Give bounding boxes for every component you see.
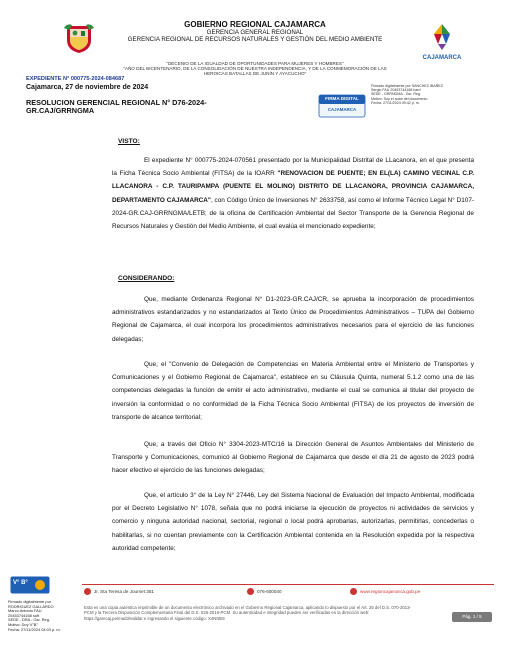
signature-line: Marco Antonio FAU bbox=[8, 608, 42, 614]
considerando-paragraph-2 bbox=[112, 358, 474, 424]
slogan bbox=[120, 61, 390, 76]
considerando-paragraph-1 bbox=[112, 293, 474, 346]
seal-subtitle: CAJAMARCA bbox=[327, 107, 357, 112]
header-titles bbox=[110, 20, 400, 43]
visto-heading: VISTO: bbox=[118, 138, 140, 145]
signature-line: Firmado digitalmente por bbox=[8, 599, 52, 604]
visto-section bbox=[112, 154, 474, 233]
signature-line: Fecha: 27/11/2024 09:42 p. m. bbox=[371, 100, 420, 105]
visto-text-a: El expediente N° 000775-2024-070561 presentado por la Municipalidad Distrital de LLacanora, en el que presenta la Ficha Técnica Socio Ambiental (FITSA) de la IOARR bbox=[112, 157, 474, 178]
seal-title: FIRMA DIGITAL bbox=[325, 96, 359, 101]
footer-website-link[interactable]: www.regioncajamarca.gob.pe bbox=[360, 589, 421, 594]
header-signature-block bbox=[371, 84, 481, 105]
signature-line: SEDE - GRRNGMA - Gsr. Reg. bbox=[371, 92, 421, 97]
signature-line: SEDE - DRA - Gsr. Reg. bbox=[8, 617, 50, 623]
considerando-paragraph-4 bbox=[112, 489, 474, 555]
location-icon bbox=[84, 588, 91, 595]
peru-coat-of-arms-icon bbox=[64, 22, 94, 54]
gov-title: GOBIERNO REGIONAL CAJAMARCA bbox=[184, 20, 326, 29]
signature-line: Fecha: 27/11/2024 04:03 p. m. bbox=[8, 626, 61, 632]
footer-signature-block bbox=[8, 600, 72, 632]
paragraph-text: Que, mediante Ordenanza Regional N° D1-2023-GR.CAJ/CR, se aprueba la incorporación de procedimientos administrativos estandarizados y no estandarizados al Texto Único de Procedimientos Administrativos – TUPA del Gobierno Regional de Cajamarca, el cual incorpora los procedimientos administrativos necesarios para el ejercicio de las funciones delegadas; bbox=[112, 296, 474, 343]
slogan-line-1: "DECENIO DE LA IGUALDAD DE OPORTUNIDADES PARA MUJERES Y HOMBRES" bbox=[166, 61, 344, 66]
visto-project-name: "RENOVACION DE PUENTE; EN EL(LA) CAMINO VECINAL C.P. LLACANORA - C.P. TAURIPAMPA (PUENTE EL MOLINO) DISTRITO DE LLACANORA, PROVINCIA CAJAMARCA, DEPARTAMENTO CAJAMARCA" bbox=[112, 170, 475, 204]
paragraph-text: Que, a través del Oficio N° 3304-2023-MTC/16 la Dirección General de Asuntos Ambientales del Ministerio de Transporte y Comunicaciones, comunicó al Gobierno Regional de Cajamarca que desde el día 21 de agosto de 2023 podrá hacer efectivo el ejercicio de las funciones delegadas; bbox=[112, 441, 474, 475]
visto-text-c: , con Código Único de Inversiones N° 2633758, así como el Informe Técnico Legal N° D107-2024-GR.CAJ-GRRNGMA/LETB; de la oficina de Certificación Ambiental del Sector Transporte de la Gerencia Regional de Recursos Naturales y Gestión del Medio Ambiente, el cual evalúa el mencionado expediente; bbox=[112, 196, 474, 231]
cajamarca-logo bbox=[420, 22, 464, 62]
slogan-line-2: "AÑO DEL BICENTENARIO, DE LA CONSOLIDACIÓN DE NUESTRA INDEPENDENCIA, Y DE LA CONMEMORACIÓN DE LAS HEROICAS BATALLAS DE JUNÍN Y AYACUCHO" bbox=[123, 66, 387, 76]
footer-divider bbox=[82, 584, 494, 585]
globe-icon bbox=[350, 588, 357, 595]
signature-line: Motivo: Soy el autor del documento bbox=[371, 96, 428, 101]
signature-line: Firmado digitalmente por SANCHEZ IBAÑEZ bbox=[371, 84, 443, 88]
signature-line: RODRIGUEZ GALLARDO bbox=[8, 603, 54, 609]
digital-signature-seal bbox=[318, 94, 366, 118]
vobo-text: V° B° bbox=[13, 580, 28, 586]
considerando-paragraph-3 bbox=[112, 438, 474, 478]
signature-line: Motivo: Doy V°B° bbox=[8, 621, 38, 627]
paragraph-text: Que, el "Convenio de Delegación de Competencias en Materia Ambiental entre el Ministerio de Transportes y Comunicaciones y el Gobierno Regional de Cajamarca", establece en su Cláusula Quinta, numeral 5.1.2 como una de las competencias delegadas la función de emitir el acto administrativo, mediante el cual se comunica al titular del proyecto de inversión la conformidad o no conformidad de la Ficha Técnica Socio Ambiental (FITSA) de los proyectos de inversión de transporte de alcance territorial; bbox=[112, 361, 474, 421]
footer-disclaimer: Esta es una copia auténtica imprimible de un documento electrónico archivado en el Gobierno Regional Cajamarca, aplicando lo dispuesto por el Art. 25 del D.S. 070-2013-PCM y la Tercera Disposición Complementaria Final del D.S. 026-2016-PCM. Su autenticidad e integridad pueden ser verificadas en la dirección web: https://garecaj.pe/mad3/validar e ingresando el siguiente código: X4NNE8 bbox=[84, 605, 411, 621]
footer-phone: 076-600040 bbox=[257, 589, 282, 594]
gov-subtitle-2: GERENCIA REGIONAL DE RECURSOS NATURALES Y GESTIÓN DEL MEDIO AMBIENTE bbox=[127, 36, 383, 43]
gov-subtitle-1: GERENCIA GENERAL REGIONAL bbox=[206, 29, 304, 36]
vobo-badge bbox=[10, 576, 50, 594]
signature-line: 20453744168 soft bbox=[8, 612, 40, 618]
signature-line: Sergio FAU 20453744168 hard bbox=[371, 88, 421, 93]
paragraph-text: Que, el artículo 3° de la Ley N° 27446, Ley del Sistema Nacional de Evaluación del Impacto Ambiental, modificada por el Decreto Legislativo N° 1078, señala que no podrá iniciarse la ejecución de proyectos ni actividades de servicios y comercio y ninguna autoridad nacional, sectorial, regional o local podrá aprobarlas, autorizarlas, permitirlas, concederlas o habilitarlas, si no cuentan previamente con la Certificación Ambiental contenida en la Resolución expedida por la respectiva autoridad competente; bbox=[112, 492, 474, 552]
expediente-number: EXPEDIENTE N° 000775-2024-084687 bbox=[26, 76, 125, 82]
document-date: Cajamarca, 27 de noviembre de 2024 bbox=[26, 84, 149, 91]
considerando-heading: CONSIDERANDO: bbox=[118, 275, 175, 282]
visto-paragraph bbox=[112, 154, 474, 233]
footer-address: Jr. Sta Teresa de Journet 351 bbox=[94, 589, 154, 594]
cajamarca-logo-text: CAJAMARCA bbox=[422, 55, 462, 61]
phone-icon bbox=[247, 588, 254, 595]
cajamarca-logo-icon bbox=[420, 22, 464, 52]
resolution-number: RESOLUCION GERENCIAL REGIONAL N° D76-2024-GR.CAJ/GRRNGMA bbox=[26, 98, 207, 115]
page-indicator: Pág. 1 / 5 bbox=[452, 612, 492, 622]
